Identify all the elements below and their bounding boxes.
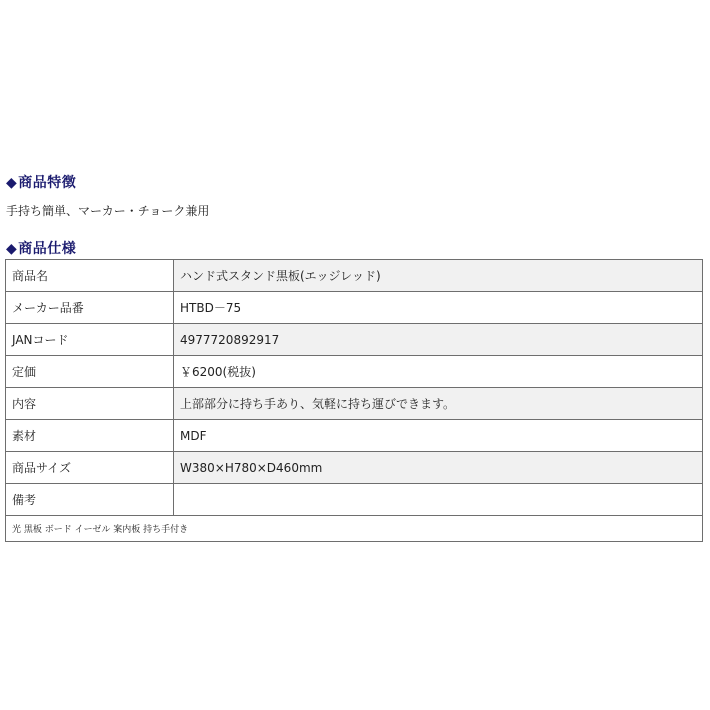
spec-row-remarks xyxy=(6,484,703,516)
diamond-icon: ◆ xyxy=(6,175,18,191)
spec-table xyxy=(5,259,703,542)
spec-row-contents xyxy=(6,388,703,420)
features-heading-text: 商品特徴 xyxy=(18,175,77,191)
spec-label: JANコード xyxy=(6,324,174,356)
diamond-icon: ◆ xyxy=(6,241,18,257)
spec-row-jan-code xyxy=(6,324,703,356)
spec-value: 4977720892917 xyxy=(174,324,703,356)
spec-label: 内容 xyxy=(6,388,174,420)
spec-label: 定価 xyxy=(6,356,174,388)
spec-value: ￥6200(税抜) xyxy=(174,356,703,388)
features-heading xyxy=(6,172,76,192)
spec-heading-text: 商品仕様 xyxy=(18,241,77,257)
spec-value: W380×H780×D460mm xyxy=(174,452,703,484)
spec-heading xyxy=(6,238,76,258)
spec-row-product-name xyxy=(6,260,703,292)
spec-row-list-price xyxy=(6,356,703,388)
spec-label: 備考 xyxy=(6,484,174,516)
features-description: 手持ち簡単、マーカー・チョーク兼用 xyxy=(6,204,210,218)
spec-value: MDF xyxy=(174,420,703,452)
spec-label: 商品サイズ xyxy=(6,452,174,484)
keywords-text: 光 黒板 ボード イーゼル 案内板 持ち手付き xyxy=(6,516,703,542)
spec-row-maker-number xyxy=(6,292,703,324)
spec-label: メーカー品番 xyxy=(6,292,174,324)
spec-label: 商品名 xyxy=(6,260,174,292)
spec-row-material xyxy=(6,420,703,452)
spec-row-keywords xyxy=(6,516,703,542)
spec-value xyxy=(174,484,703,516)
spec-value: ハンド式スタンド黒板(エッジレッド) xyxy=(174,260,703,292)
spec-value: 上部部分に持ち手あり、気軽に持ち運びできます。 xyxy=(174,388,703,420)
spec-value: HTBD－75 xyxy=(174,292,703,324)
spec-label: 素材 xyxy=(6,420,174,452)
spec-row-product-size xyxy=(6,452,703,484)
